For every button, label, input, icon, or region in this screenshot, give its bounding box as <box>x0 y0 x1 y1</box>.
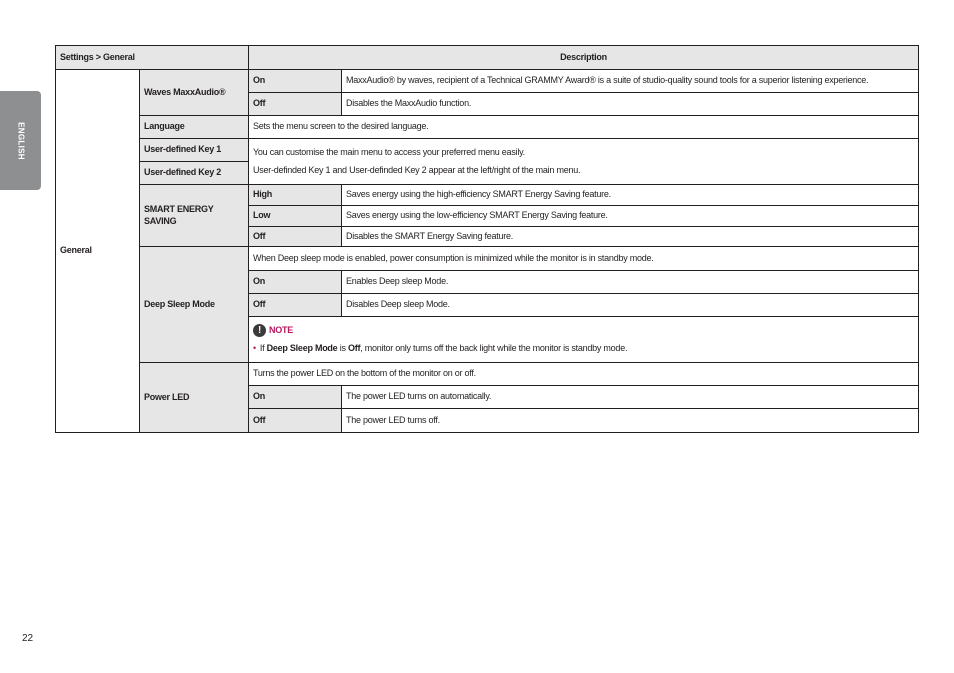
option-description: The power LED turns on automatically. <box>342 386 919 409</box>
language-side-tab <box>0 91 41 190</box>
table-row <box>56 247 919 271</box>
option-label: High <box>249 185 342 206</box>
note-cell <box>249 317 919 363</box>
side-tab-label: ENGLISH <box>16 121 25 160</box>
option-label: Off <box>249 294 342 317</box>
note-text-if: If <box>259 343 267 354</box>
description-line: User-definded Key 1 and User-definded Key 2 appear at the left/right of the main menu. <box>253 164 581 175</box>
setting-user-key-2: User-defined Key 2 <box>140 162 249 185</box>
note-text-rest: , monitor only turns off the back light while the monitor is standby mode. <box>360 343 628 354</box>
table-row <box>56 363 919 386</box>
setting-language: Language <box>140 116 249 139</box>
option-description: The power LED turns off. <box>342 409 919 433</box>
option-label: On <box>249 386 342 409</box>
setting-description <box>249 139 919 185</box>
note-heading <box>253 324 914 337</box>
option-description: Disables the SMART Energy Saving feature. <box>342 227 919 247</box>
header-description: Description <box>249 46 919 70</box>
table-row <box>56 116 919 139</box>
option-description: Enables Deep sleep Mode. <box>342 271 919 294</box>
option-description: Disables the MaxxAudio function. <box>342 93 919 116</box>
note-text-bold: Off <box>347 343 361 354</box>
option-label: Off <box>249 227 342 247</box>
option-label: On <box>249 70 342 93</box>
bullet-icon: • <box>253 343 256 354</box>
table-header-row <box>56 46 919 70</box>
note-text-bold: Deep Sleep Mode <box>266 343 338 354</box>
setting-smart-energy-saving: SMART ENERGY SAVING <box>140 185 249 247</box>
note-text-is: is <box>337 343 348 354</box>
setting-description: Sets the menu screen to the desired language. <box>249 116 919 139</box>
setting-description: When Deep sleep mode is enabled, power consumption is minimized while the monitor is in standby mode. <box>249 247 919 271</box>
option-description: MaxxAudio® by waves, recipient of a Technical GRAMMY Award® is a suite of studio-quality sound tools for a superior listening experience. <box>342 70 919 93</box>
setting-deep-sleep-mode: Deep Sleep Mode <box>140 247 249 363</box>
header-settings-general: Settings > General <box>56 46 249 70</box>
settings-general-table <box>55 45 919 433</box>
option-label: Off <box>249 409 342 433</box>
group-label-general: General <box>56 70 140 433</box>
setting-waves-maxxaudio: Waves MaxxAudio® <box>140 70 249 116</box>
option-description: Disables Deep sleep Mode. <box>342 294 919 317</box>
note-title: NOTE <box>269 325 294 336</box>
setting-power-led: Power LED <box>140 363 249 433</box>
description-line: You can customise the main menu to access your preferred menu easily. <box>253 147 525 158</box>
option-description: Saves energy using the high-efficiency SMART Energy Saving feature. <box>342 185 919 206</box>
warning-icon: ! <box>253 324 266 337</box>
option-label: Low <box>249 206 342 227</box>
table-row <box>56 139 919 162</box>
page-number: 22 <box>22 633 34 644</box>
option-description: Saves energy using the low-efficiency SMART Energy Saving feature. <box>342 206 919 227</box>
setting-description: Turns the power LED on the bottom of the monitor on or off. <box>249 363 919 386</box>
setting-user-key-1: User-defined Key 1 <box>140 139 249 162</box>
table-row <box>56 70 919 93</box>
note-text <box>253 343 914 354</box>
option-label: On <box>249 271 342 294</box>
option-label: Off <box>249 93 342 116</box>
table-row <box>56 185 919 206</box>
